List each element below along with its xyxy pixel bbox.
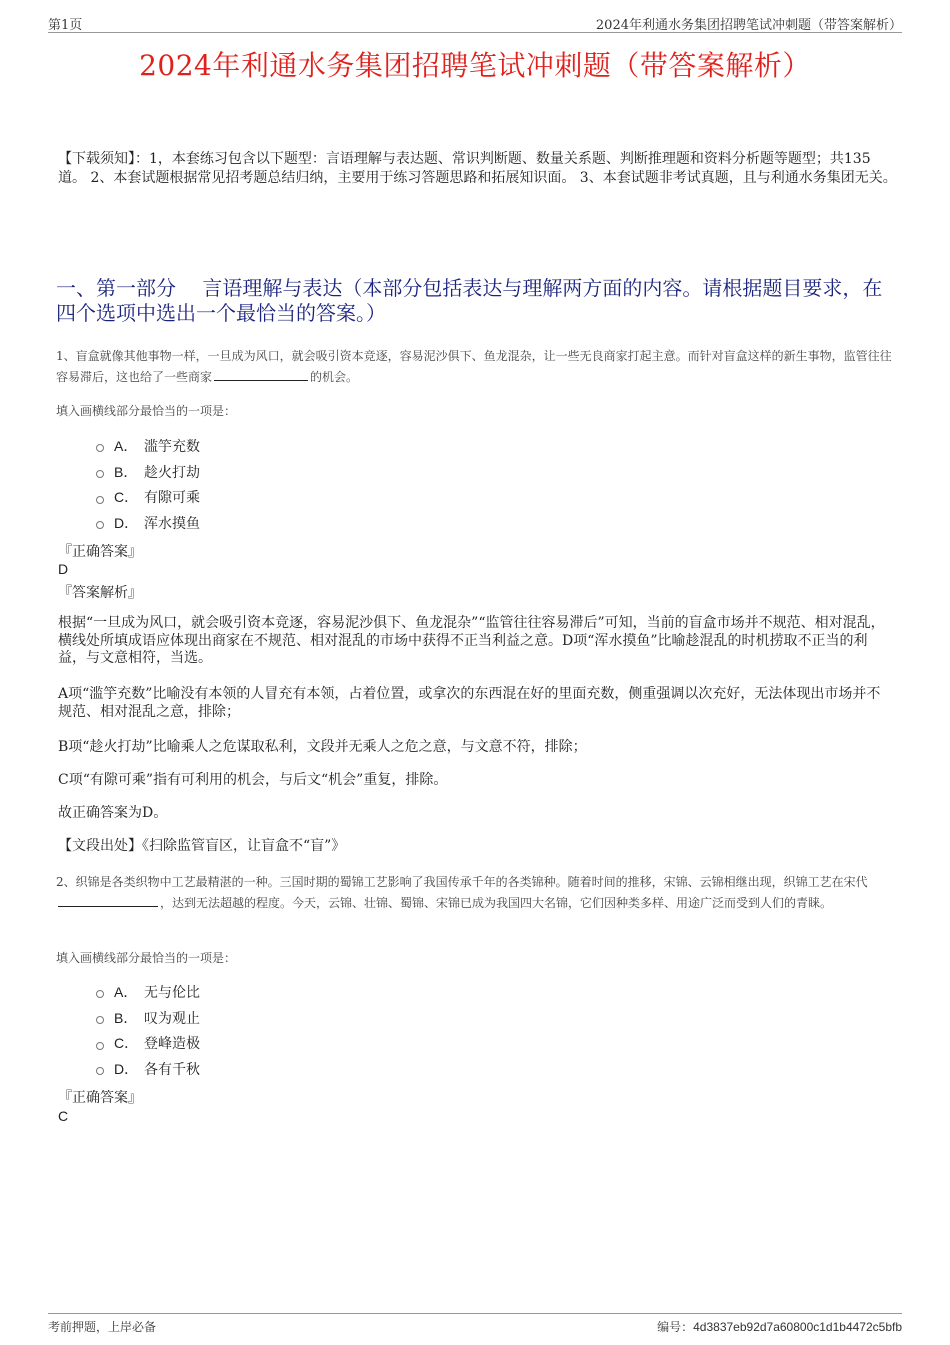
option-key: D． [114, 514, 139, 531]
analysis-paragraph: A项“滥竽充数”比喻没有本领的人冒充有本领，占着位置，或拿次的东西混在好的里面充数，侧重强调以次充好，无法体现出市场并不规范、相对混乱之意，排除； [58, 686, 881, 720]
analysis-source: 【文段出处】《扫除监管盲区，让盲盒不“盲”》 [58, 838, 346, 854]
page-number: 第1页 [48, 18, 83, 33]
question-1-answer-label: 『正确答案』 [58, 544, 142, 560]
header-doc-title: 2024年利通水务集团招聘笔试冲刺题（带答案解析） [595, 18, 902, 33]
question-2-prompt: 填入画横线部分最恰当的一项是： [56, 951, 237, 965]
radio-icon[interactable] [96, 444, 104, 452]
option-a[interactable] [96, 979, 200, 1005]
option-c[interactable] [96, 484, 200, 510]
document-title: 2024年利通水务集团招聘笔试冲刺题（带答案解析） [139, 49, 811, 82]
question-2-blank [58, 894, 158, 907]
radio-icon[interactable] [96, 470, 104, 478]
option-d[interactable] [96, 510, 200, 536]
option-text: 趁火打劫 [144, 464, 200, 481]
question-2-answer-label: 『正确答案』 [58, 1090, 142, 1106]
analysis-paragraph: 根据“一旦成为风口，就会吸引资本竞逐，容易泥沙俱下、鱼龙混杂”“监管往往容易滞后”可知，当前的盲盒市场并不规范、相对混乱，横线处所填成语应体现出商家在不规范、相对混乱的市场中获得不正当利益之意。D项“浑水摸鱼”比喻趁混乱的时机捞取不正当的利益，与文意相符，当选。 [58, 615, 885, 666]
radio-icon[interactable] [96, 1067, 104, 1075]
question-2-text-after: ，达到无法超越的程度。今天，云锦、壮锦、蜀锦、宋锦已成为我国四大名锦，它们因种类多样、用途广泛而受到人们的青睐。 [160, 896, 833, 910]
question-2-answer: C [58, 1108, 69, 1124]
option-b[interactable] [96, 459, 200, 485]
option-key: A． [114, 437, 138, 454]
option-b[interactable] [96, 1005, 200, 1031]
analysis-conclusion: 故正确答案为D。 [58, 805, 168, 821]
option-key: C． [114, 489, 139, 506]
option-key: C． [114, 1035, 139, 1052]
option-text: 各有千秋 [144, 1061, 200, 1078]
question-2-text [56, 872, 901, 914]
option-text: 叹为观止 [144, 1010, 200, 1027]
question-1-text-before: 1、盲盒就像其他事物一样，一旦成为风口，就会吸引资本竞逐，容易泥沙俱下、鱼龙混杂，让一些无良商家打起主意。而针对盲盒这样的新生事物，监管往往容易滞后，这也给了一些商家 [56, 349, 892, 384]
option-text: 浑水摸鱼 [144, 515, 200, 532]
option-a[interactable] [96, 433, 200, 459]
option-text: 滥竽充数 [144, 438, 200, 455]
option-text: 登峰造极 [144, 1036, 200, 1053]
page-footer [48, 1313, 902, 1334]
question-1-blank [214, 368, 308, 381]
question-1-options [96, 433, 200, 536]
option-key: B． [114, 1009, 138, 1026]
radio-icon[interactable] [96, 496, 104, 504]
radio-icon[interactable] [96, 1016, 104, 1024]
option-key: B． [114, 463, 138, 480]
question-1-text-after: 的机会。 [310, 370, 359, 384]
question-1-text [56, 346, 901, 388]
question-1-analysis-label: 『答案解析』 [58, 585, 142, 601]
question-2-text-before: 2、织锦是各类织物中工艺最精湛的一种。三国时期的蜀锦工艺影响了我国传承千年的各类锦种。随着时间的推移，宋锦、云锦相继出现，织锦工艺在宋代 [56, 875, 868, 889]
footer-code [657, 1318, 902, 1335]
download-notice: 【下载须知】：1，本套练习包含以下题型：言语理解与表达题、常识判断题、数量关系题、判断推理题和资料分析题等题型；共135道。 2、本套试题根据常见招考题总结归纳，主要用于练习答题思路和拓展知识面。 3、本套试题非考试真题，且与利通水务集团无关。 [58, 151, 897, 186]
radio-icon[interactable] [96, 990, 104, 998]
option-key: A． [114, 983, 138, 1000]
section-title: 一、第一部分 言语理解与表达（本部分包括表达与理解两方面的内容。请根据题目要求，在四个选项中选出一个最恰当的答案。） [56, 276, 883, 325]
analysis-paragraph: B项“趁火打劫”比喻乘人之危谋取私利，文段并无乘人之危之意，与文意不符，排除； [58, 739, 587, 755]
analysis-paragraph: C项“有隙可乘”指有可利用的机会，与后文“机会”重复，排除。 [58, 772, 448, 788]
question-2-options [96, 979, 200, 1082]
footer-slogan: 考前押题，上岸必备 [48, 1320, 157, 1334]
footer-code-label: 编号： [657, 1320, 694, 1334]
option-key: D． [114, 1060, 139, 1077]
question-1-prompt: 填入画横线部分最恰当的一项是： [56, 404, 237, 418]
question-1-answer: D [58, 561, 69, 577]
option-text: 有隙可乘 [144, 490, 200, 507]
page-header [48, 14, 902, 33]
option-d[interactable] [96, 1056, 200, 1082]
footer-code-value: 4d3837eb92d7a60800c1d1b4472c5bfb [693, 1320, 902, 1334]
radio-icon[interactable] [96, 521, 104, 529]
option-c[interactable] [96, 1030, 200, 1056]
option-text: 无与伦比 [144, 984, 200, 1001]
radio-icon[interactable] [96, 1042, 104, 1050]
